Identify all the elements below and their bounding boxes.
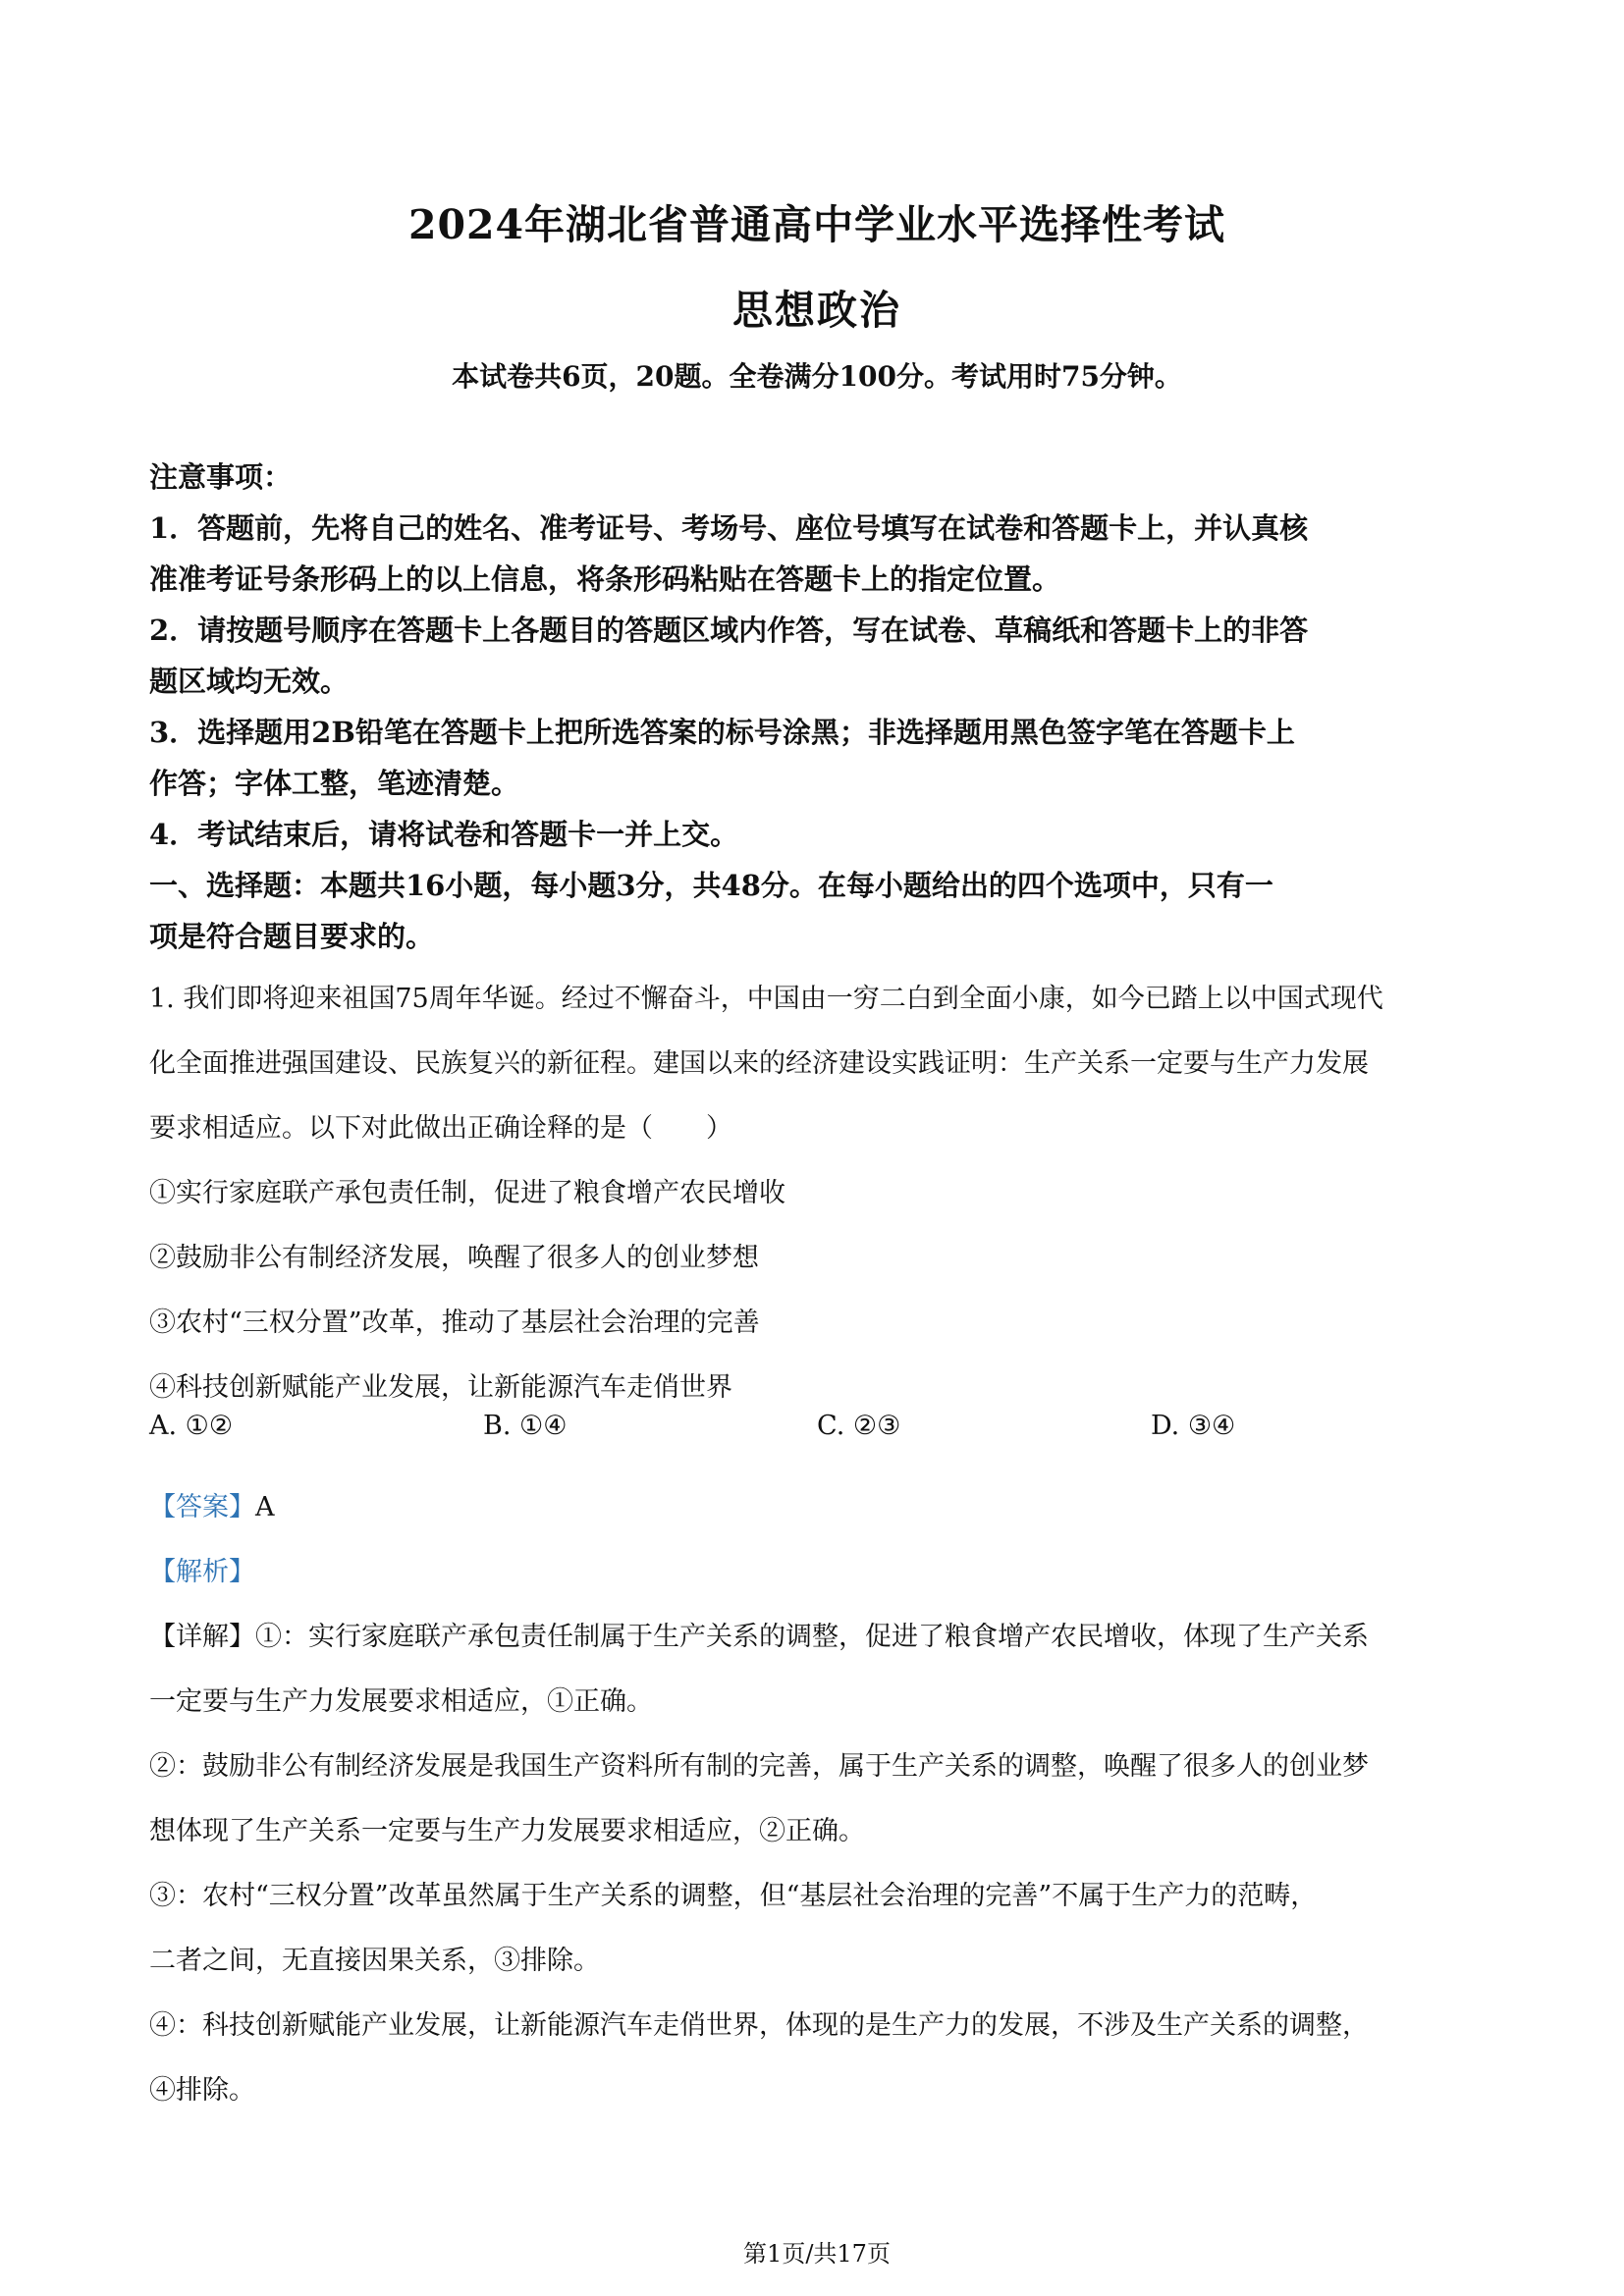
option-a: A. ①②	[149, 1411, 234, 1441]
analysis-line: ②：鼓励非公有制经济发展是我国生产资料所有制的完善，属于生产关系的调整，唤醒了很多人的创业梦	[149, 1751, 1369, 1782]
question-statement: ②鼓励非公有制经济发展，唤醒了很多人的创业梦想	[149, 1243, 759, 1273]
analysis-line: 二者之间，无直接因果关系，③排除。	[149, 1946, 600, 1976]
section-heading: 一、选择题：本题共16小题，每小题3分，共48分。在每小题给出的四个选项中，只有一	[149, 869, 1273, 902]
subject-title: 思想政治	[732, 287, 901, 334]
analysis-line: ④排除。	[149, 2075, 255, 2106]
notice-heading: 注意事项：	[149, 460, 293, 494]
question-stem-line: 1. 我们即将迎来祖国75周年华诞。经过不懈奋斗，中国由一穷二白到全面小康，如今已踏上以中国式现代	[149, 984, 1383, 1014]
answer-tag: 【答案】	[149, 1492, 255, 1522]
notice-line: 3．选择题用2B铅笔在答题卡上把所选答案的标号涂黑；非选择题用黑色签字笔在答题卡上	[149, 716, 1295, 749]
exam-title: 2024年湖北省普通高中学业水平选择性考试	[407, 201, 1226, 248]
answer-value: A	[255, 1492, 275, 1522]
notice-line: 4．考试结束后，请将试卷和答题卡一并上交。	[149, 818, 739, 851]
option-b: B. ①④	[483, 1411, 568, 1441]
notice-line: 作答；字体工整，笔迹清楚。	[149, 767, 520, 800]
notice-section	[149, 452, 1485, 962]
analysis-line: 想体现了生产关系一定要与生产力发展要求相适应，②正确。	[149, 1816, 865, 1846]
answer-line	[149, 1475, 275, 1605]
question-statement: ④科技创新赋能产业发展，让新能源汽车走俏世界	[149, 1372, 732, 1403]
notice-line: 题区域均无效。	[149, 665, 350, 698]
question-statement: ①实行家庭联产承包责任制，促进了粮食增产农民增收	[149, 1178, 785, 1208]
analysis-line: 【详解】①：实行家庭联产承包责任制属于生产关系的调整，促进了粮食增产农民增收，体现了生产关系	[149, 1622, 1369, 1652]
question-1	[149, 967, 1485, 1420]
answer-options	[149, 1411, 1485, 1469]
page-number: 第1页/共17页	[743, 2240, 891, 2268]
analysis-line: ④：科技创新赋能产业发展，让新能源汽车走俏世界，体现的是生产力的发展，不涉及生产关系的调整，	[149, 2010, 1369, 2041]
analysis-section	[149, 1605, 1485, 2123]
option-c: C. ②③	[817, 1411, 901, 1441]
option-d: D. ③④	[1151, 1411, 1236, 1441]
analysis-line: 一定要与生产力发展要求相适应，①正确。	[149, 1686, 653, 1717]
notice-line: 1．答题前，先将自己的姓名、准考证号、考场号、座位号填写在试卷和答题卡上，并认真核	[149, 511, 1309, 545]
analysis-tag: 【解析】	[149, 1557, 255, 1587]
analysis-line: ③：农村“三权分置”改革虽然属于生产关系的调整，但“基层社会治理的完善”不属于生产力的范畴，	[149, 1881, 1318, 1911]
exam-page	[149, 0, 1485, 2296]
notice-line: 准准考证号条形码上的以上信息，将条形码粘贴在答题卡上的指定位置。	[149, 562, 1061, 596]
question-stem-line: 化全面推进强国建设、民族复兴的新征程。建国以来的经济建设实践证明：生产关系一定要与生产力发展	[149, 1048, 1369, 1079]
notice-line: 2．请按题号顺序在答题卡上各题目的答题区域内作答，写在试卷、草稿纸和答题卡上的非答	[149, 614, 1309, 647]
question-stem-line: 要求相适应。以下对此做出正确诠释的是（ ）	[149, 1113, 732, 1144]
question-statement: ③农村“三权分置”改革，推动了基层社会治理的完善	[149, 1308, 760, 1338]
section-heading: 项是符合题目要求的。	[149, 920, 435, 953]
exam-info: 本试卷共6页，20题。全卷满分100分。考试用时75分钟。	[452, 360, 1182, 393]
